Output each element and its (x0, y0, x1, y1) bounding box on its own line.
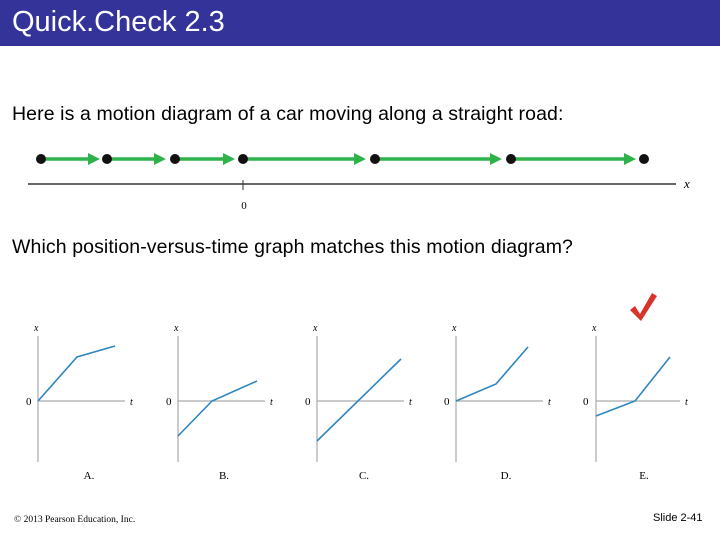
graph-e[interactable] (583, 293, 688, 482)
prompt-text: Which position-versus-time graph matches this motion diagram? (12, 236, 573, 258)
car-dot (36, 154, 46, 164)
graph-b-origin: 0 (166, 396, 172, 408)
checkmark-icon (630, 293, 657, 321)
graph-c-line (317, 359, 401, 441)
graph-e-line (596, 357, 670, 416)
car-dot (370, 154, 380, 164)
motion-diagram (28, 153, 690, 212)
slide-title: Quick.Check 2.3 (12, 6, 225, 38)
graph-a-origin: 0 (26, 396, 32, 408)
graph-d[interactable] (444, 323, 551, 482)
car-dot (639, 154, 649, 164)
graph-b-line (178, 381, 257, 436)
graph-a-label: A. (83, 470, 95, 482)
graph-a-x-label: x (34, 323, 39, 334)
graph-e-label: E. (639, 470, 649, 482)
car-dot (170, 154, 180, 164)
graph-e-t-label: t (685, 397, 688, 408)
graph-c-origin: 0 (305, 396, 311, 408)
arrowhead (88, 153, 100, 165)
car-dot (238, 154, 248, 164)
graph-e-x-label: x (592, 323, 597, 334)
graph-a-line (38, 346, 115, 401)
car-dot (102, 154, 112, 164)
graph-c-x-label: x (313, 323, 318, 334)
arrowhead (354, 153, 366, 165)
slide-number: Slide 2-41 (653, 512, 703, 524)
car-dot (506, 154, 516, 164)
graph-c[interactable] (305, 323, 412, 482)
graph-d-t-label: t (548, 397, 551, 408)
arrowhead (624, 153, 636, 165)
motion-arrows (41, 153, 636, 165)
graph-c-t-label: t (409, 397, 412, 408)
graph-a[interactable] (26, 323, 133, 482)
graph-c-label: C. (358, 470, 370, 482)
graph-d-line (456, 347, 528, 401)
graph-d-origin: 0 (444, 396, 450, 408)
graph-b-label: B. (218, 470, 230, 482)
arrowhead (223, 153, 235, 165)
graph-a-t-label: t (130, 397, 133, 408)
arrowhead (490, 153, 502, 165)
arrowhead (154, 153, 166, 165)
graph-b-t-label: t (270, 397, 273, 408)
intro-text: Here is a motion diagram of a car moving along a straight road: (12, 103, 564, 125)
motion-axis-label: x (684, 176, 690, 191)
copyright-text: © 2013 Pearson Education, Inc. (14, 515, 136, 525)
graph-d-x-label: x (452, 323, 457, 334)
graph-b-x-label: x (174, 323, 179, 334)
graph-e-origin: 0 (583, 396, 589, 408)
graph-d-label: D. (500, 470, 512, 482)
graph-b[interactable] (166, 323, 273, 482)
motion-origin-label: 0 (241, 200, 247, 212)
